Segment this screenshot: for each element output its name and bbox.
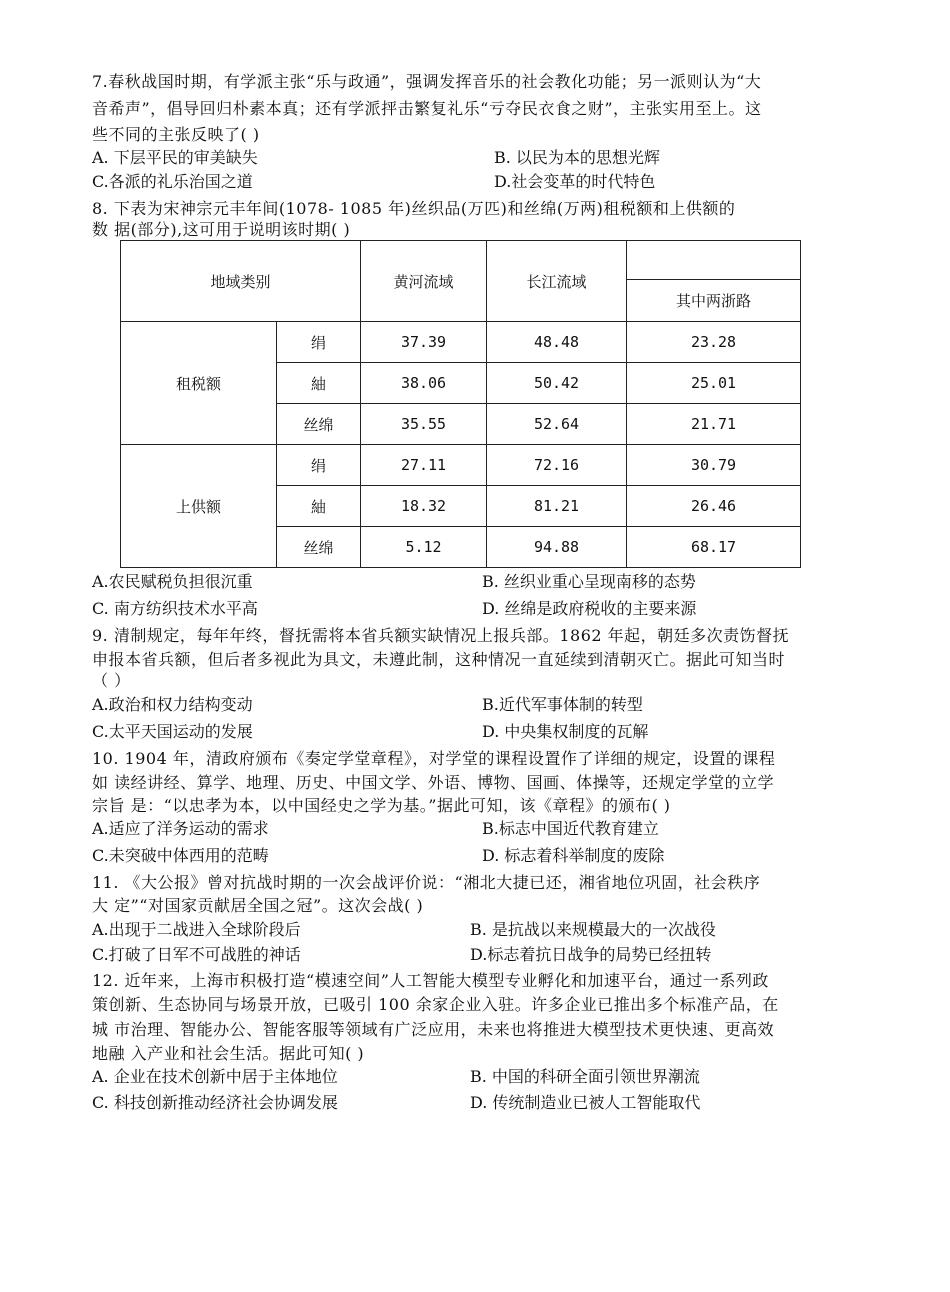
value-cell: 30.79 — [627, 445, 801, 486]
q7-option-b: B. 以民为本的思想光辉 — [494, 148, 660, 167]
q12-option-b: B. 中国的科研全面引领世界潮流 — [470, 1067, 700, 1086]
value-cell: 48.48 — [487, 322, 627, 363]
silk-tax-table — [120, 240, 801, 568]
q9-stem-line-3: （ ） — [92, 671, 131, 690]
value-cell: 27.11 — [361, 445, 487, 486]
q7-stem-line-2: 音希声”，倡导回归朴素本真；还有学派抨击繁复礼乐“亏夺民衣食之财”，主张实用至上。这 — [92, 99, 762, 118]
q10-stem-line-1: 10. 1904 年，清政府颁布《奏定学堂章程》，对学堂的课程设置作了详细的规定，设置的课程 — [92, 749, 776, 768]
header-blank — [627, 241, 801, 280]
q10-stem-line-2: 如 读经讲经、算学、地理、历史、中国文学、外语、博物、国画、体操等，还规定学堂的立学 — [92, 773, 775, 792]
item-label: 紬 — [277, 486, 361, 527]
value-cell: 18.32 — [361, 486, 487, 527]
table-row — [121, 322, 801, 363]
q10-option-d: D. 标志着科举制度的废除 — [482, 846, 665, 865]
value-cell: 72.16 — [487, 445, 627, 486]
value-cell: 50.42 — [487, 363, 627, 404]
header-liangzhe: 其中两浙路 — [627, 280, 801, 322]
q10-option-a: A.适应了洋务运动的需求 — [92, 819, 269, 838]
q9-stem-line-2: 申报本省兵额，但后者多视此为具文，未遵此制，这种情况一直延续到清朝灭亡。据此可知当时 — [92, 650, 786, 669]
q8-stem-line-1: 8. 下表为宋神宗元丰年间(1078- 1085 年)丝织品(万匹)和丝绵(万两)租税额和上供额的 — [92, 199, 736, 218]
q8-stem-line-2: 数 据(部分),这可用于说明该时期( ) — [92, 220, 351, 239]
value-cell: 25.01 — [627, 363, 801, 404]
q12-option-c: C. 科技创新推动经济社会协调发展 — [92, 1093, 338, 1112]
q11-option-c: C.打破了日军不可战胜的神话 — [92, 945, 301, 964]
value-cell: 35.55 — [361, 404, 487, 445]
header-huanghe: 黄河流域 — [361, 241, 487, 322]
value-cell: 52.64 — [487, 404, 627, 445]
q9-stem-line-1: 9. 清制规定，每年年终，督抚需将本省兵额实缺情况上报兵部。1862 年起，朝廷多次责饬督抚 — [92, 626, 790, 645]
q9-option-b: B.近代军事体制的转型 — [482, 695, 643, 714]
value-cell: 37.39 — [361, 322, 487, 363]
table-row — [121, 445, 801, 486]
q9-option-a: A.政治和权力结构变动 — [92, 695, 253, 714]
q11-option-d: D.标志着抗日战争的局势已经扭转 — [470, 945, 712, 964]
q11-stem-line-1: 11. 《大公报》曾对抗战时期的一次会战评价说：“湘北大捷已还，湘省地位巩固，社会秩序 — [92, 873, 761, 892]
value-cell: 5.12 — [361, 527, 487, 568]
q11-option-b: B. 是抗战以来规模最大的一次战役 — [470, 920, 716, 939]
q10-option-b: B.标志中国近代教育建立 — [482, 819, 659, 838]
q12-stem-line-4: 地融 入产业和社会生活。据此可知( ) — [92, 1044, 365, 1063]
q7-stem-line-1: 7.春秋战国时期，有学派主张“乐与政通”，强调发挥音乐的社会教化功能；另一派则认为“大 — [92, 72, 762, 91]
value-cell: 23.28 — [627, 322, 801, 363]
q12-option-a: A. 企业在技术创新中居于主体地位 — [92, 1067, 338, 1086]
q9-option-c: C.太平天国运动的发展 — [92, 722, 253, 741]
q12-stem-line-2: 策创新、生态协同与场景开放，已吸引 100 余家企业入驻。许多企业已推出多个标准产品，在 — [92, 995, 779, 1014]
q7-stem-line-3: 些不同的主张反映了( ) — [92, 125, 260, 144]
item-label: 紬 — [277, 363, 361, 404]
q10-stem-line-3: 宗旨 是：“以忠孝为本，以中国经史之学为基。”据此可知，该《章程》的颁布( ) — [92, 796, 671, 815]
q9-option-d: D. 中央集权制度的瓦解 — [482, 722, 649, 741]
header-region: 地域类别 — [121, 241, 361, 322]
value-cell: 94.88 — [487, 527, 627, 568]
q7-option-d: D.社会变革的时代特色 — [494, 172, 656, 191]
item-label: 丝绵 — [277, 404, 361, 445]
value-cell: 81.21 — [487, 486, 627, 527]
group-label: 租税额 — [121, 322, 277, 445]
q10-option-c: C.未突破中体西用的范畴 — [92, 846, 269, 865]
q11-option-a: A.出现于二战进入全球阶段后 — [92, 920, 301, 939]
item-label: 绢 — [277, 322, 361, 363]
q8-option-b: B. 丝织业重心呈现南移的态势 — [482, 572, 696, 591]
value-cell: 26.46 — [627, 486, 801, 527]
q11-stem-line-2: 大 定”“对国家贡献居全国之冠”。这次会战( ) — [92, 896, 424, 915]
q8-option-a: A.农民赋税负担很沉重 — [92, 572, 253, 591]
q7-option-a: A. 下层平民的审美缺失 — [92, 148, 258, 167]
q12-stem-line-1: 12. 近年来，上海市积极打造“模速空间”人工智能大模型专业孵化和加速平台，通过一系列政 — [92, 971, 769, 990]
group-label: 上供额 — [121, 445, 277, 568]
item-label: 丝绵 — [277, 527, 361, 568]
q7-option-c: C.各派的礼乐治国之道 — [92, 172, 253, 191]
q8-option-c: C. 南方纺织技术水平高 — [92, 599, 258, 618]
header-changjiang: 长江流域 — [487, 241, 627, 322]
q12-option-d: D. 传统制造业已被人工智能取代 — [470, 1093, 701, 1112]
item-label: 绢 — [277, 445, 361, 486]
q8-option-d: D. 丝绵是政府税收的主要来源 — [482, 599, 697, 618]
value-cell: 68.17 — [627, 527, 801, 568]
value-cell: 21.71 — [627, 404, 801, 445]
value-cell: 38.06 — [361, 363, 487, 404]
q12-stem-line-3: 城 市治理、智能办公、智能客服等领域有广泛应用，未来也将推进大模型技术更快速、更高效 — [92, 1020, 775, 1039]
